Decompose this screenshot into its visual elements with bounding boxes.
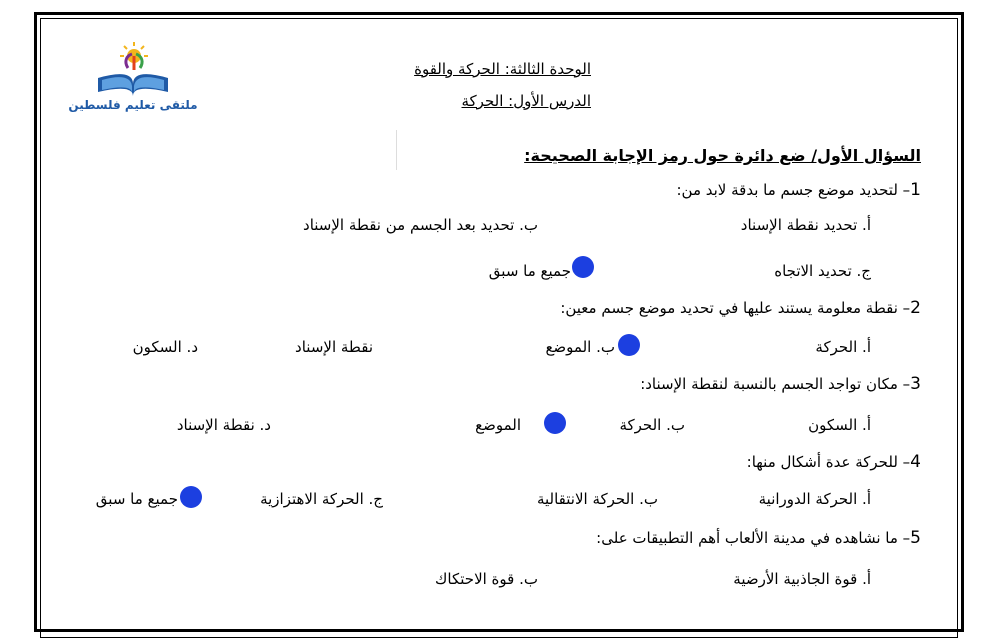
question-5 — [596, 528, 921, 548]
logo-text: ملتقى تعليم فلسطين — [68, 98, 198, 112]
option-b: ب. قوة الاحتكاك — [435, 570, 538, 588]
option-c: نقطة الإسناد — [295, 338, 373, 356]
book-logo-icon — [58, 40, 208, 100]
answer-circle — [544, 412, 566, 434]
option-d: جميع ما سبق — [95, 490, 178, 508]
option-d: د. نقطة الإسناد — [176, 416, 271, 434]
question-number: 4 — [910, 452, 921, 472]
option-a: أ. الحركة الدورانية — [758, 490, 871, 508]
option-c: الموضع — [475, 416, 521, 434]
option-b: ب. تحديد بعد الجسم من نقطة الإسناد — [303, 216, 538, 234]
answer-circle — [180, 486, 202, 508]
option-b: ب. الحركة الانتقالية — [536, 490, 658, 508]
option-b: ب. الحركة — [619, 416, 685, 434]
option-a: أ. تحديد نقطة الإسناد — [740, 216, 871, 234]
option-a: أ. قوة الجاذبية الأرضية — [733, 570, 871, 588]
question-number: 1 — [910, 180, 921, 200]
option-a: أ. السكون — [808, 416, 871, 434]
logo — [58, 40, 208, 118]
question-4 — [747, 452, 921, 472]
option-b: ب. الموضع — [545, 338, 615, 356]
question-text: – للحركة عدة أشكال منها: — [746, 453, 911, 471]
question-number: 5 — [910, 528, 921, 548]
question-text: – نقطة معلومة يستند عليها في تحديد موضع جسم معين: — [560, 299, 911, 317]
question-number: 3 — [910, 374, 921, 394]
option-d: جميع ما سبق — [488, 262, 571, 280]
option-a: أ. الحركة — [815, 338, 871, 356]
lesson-title: الدرس الأول: الحركة — [461, 92, 591, 110]
question-text: – لتحديد موضع جسم ما بدقة لابد من: — [676, 181, 911, 199]
question-text: – مكان تواجد الجسم بالنسبة لنقطة الإسناد: — [640, 375, 911, 393]
divider-line — [396, 130, 397, 170]
question-3 — [640, 374, 921, 394]
answer-circle — [618, 334, 640, 356]
question-2 — [560, 298, 921, 318]
option-d: د. السكون — [132, 338, 198, 356]
question-text: – ما نشاهده في مدينة الألعاب أهم التطبيقات على: — [596, 529, 911, 547]
section-heading: السؤال الأول/ ضع دائرة حول رمز الإجابة الصحيحة: — [524, 146, 921, 165]
option-c: ج. الحركة الاهتزازية — [260, 490, 383, 508]
answer-circle — [572, 256, 594, 278]
option-c: ج. تحديد الاتجاه — [774, 262, 871, 280]
question-1 — [676, 180, 921, 200]
unit-title: الوحدة الثالثة: الحركة والقوة — [414, 60, 591, 78]
question-number: 2 — [910, 298, 921, 318]
